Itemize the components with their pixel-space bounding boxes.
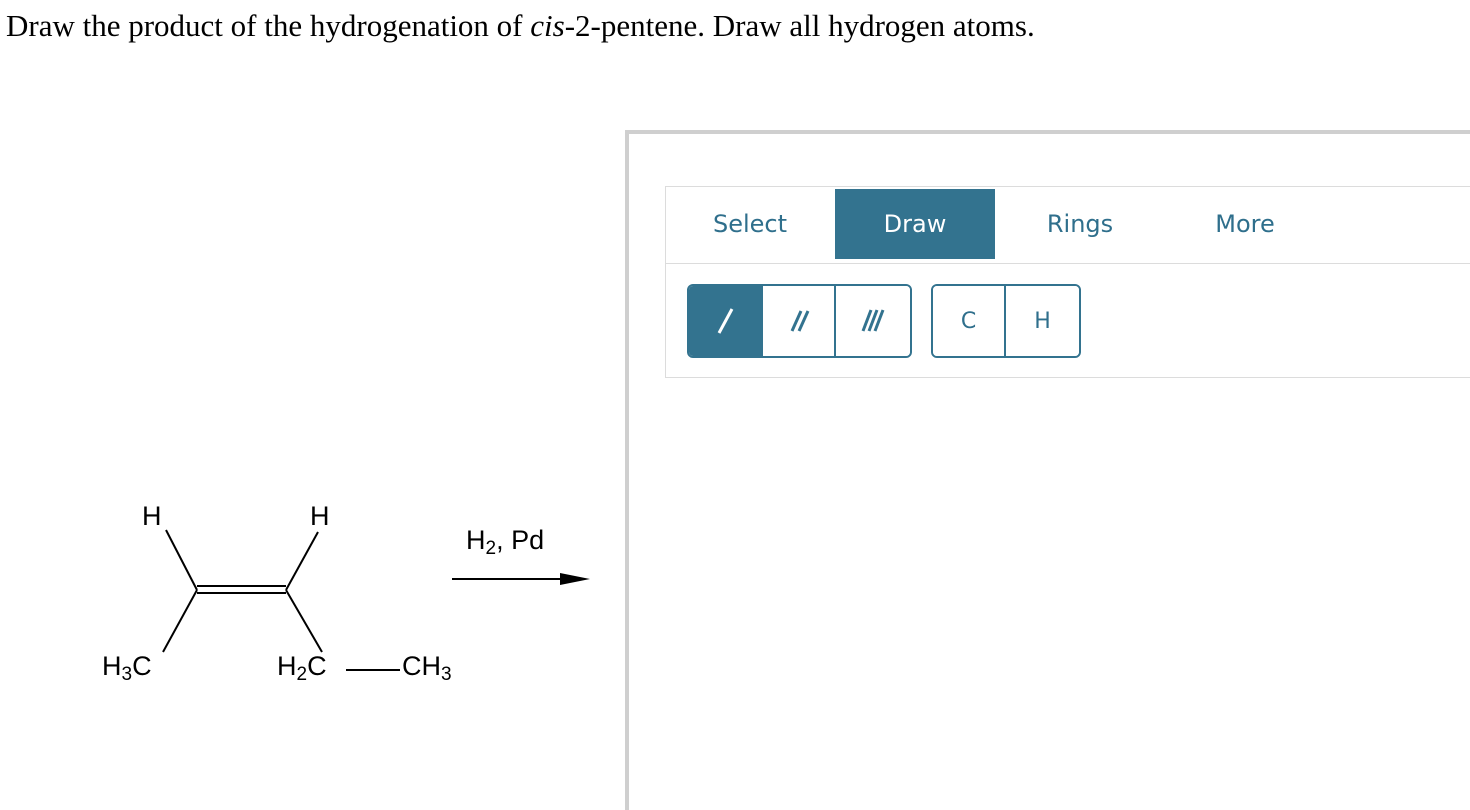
double-bond-icon: [784, 303, 814, 339]
carbon-atom-button[interactable]: C: [933, 286, 1006, 356]
hydrogen-left: H: [142, 501, 162, 531]
single-bond-button[interactable]: [689, 286, 763, 356]
bond-button-group: [687, 284, 912, 358]
question-part2: -2-pentene. Draw all hydrogen atoms.: [564, 8, 1035, 43]
triple-bond-icon: [856, 303, 890, 339]
reagent-label: $H_2$, Pd: [466, 525, 545, 559]
double-bond-button[interactable]: [763, 286, 837, 356]
atom-button-group: [931, 284, 1081, 358]
question-part1: Draw the product of the hydrogenation of: [6, 8, 531, 43]
hydrogen-atom-button[interactable]: H: [1006, 286, 1079, 356]
toolbar-tabs: [666, 187, 1470, 264]
question-text: [6, 6, 1446, 46]
triple-bond-button[interactable]: [836, 286, 910, 356]
drawing-toolbar: [665, 186, 1470, 378]
tab-draw[interactable]: Draw: [835, 189, 995, 259]
tab-more[interactable]: More: [1215, 210, 1275, 238]
bond-h-c3: [286, 532, 318, 590]
methyl-left: $H_3C$: [102, 651, 152, 685]
single-bond-icon: [710, 303, 740, 339]
question-italic: cis: [530, 8, 565, 43]
bond-c3-c4: [286, 590, 322, 652]
methylene: $H_2C$: [277, 651, 327, 685]
tab-rings[interactable]: Rings: [1046, 210, 1114, 238]
methyl-right: $CH_3$: [402, 651, 452, 685]
hydrogen-right: H: [310, 501, 330, 531]
reaction-arrow-head: [560, 573, 590, 585]
reactant-structure: [0, 480, 610, 720]
bond-h-c2: [166, 530, 197, 590]
bond-c1-c2: [163, 590, 197, 652]
tab-select[interactable]: Select: [712, 210, 788, 238]
